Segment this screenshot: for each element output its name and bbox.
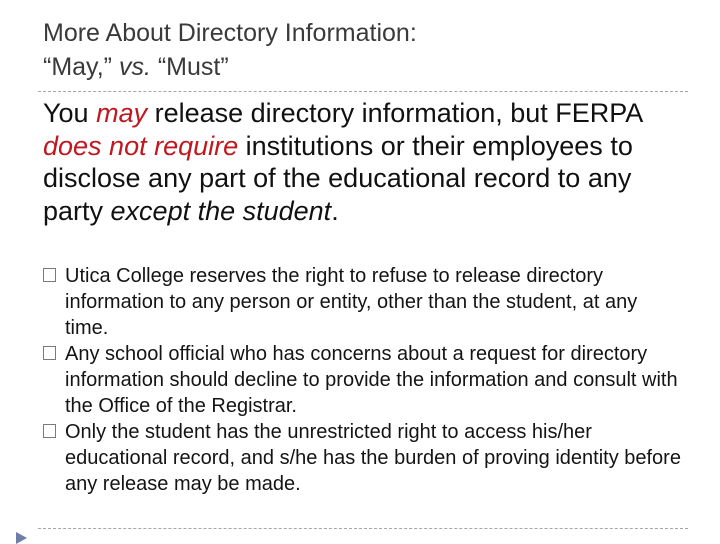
checkbox-bullet-icon — [43, 346, 56, 360]
lead-may: may — [96, 98, 148, 128]
lead-text-3: institutions or their employees to disclose any part of the educational record to any party — [43, 130, 633, 226]
list-item — [43, 419, 683, 497]
bullet-text: Any school official who has concerns about a request for directory information should decline to provide the information and consult with the Office of the Registrar. — [65, 343, 678, 417]
title-line-1: More About Directory Information: — [43, 19, 417, 47]
lead-except: except the student — [110, 195, 332, 226]
lead-paragraph — [43, 97, 643, 227]
title-may: “May,” — [43, 53, 112, 81]
next-slide-triangle-icon[interactable] — [16, 532, 27, 544]
checkbox-bullet-icon — [43, 424, 56, 438]
lead-text-4: . — [331, 195, 339, 226]
bottom-divider — [38, 528, 688, 529]
bullet-list — [43, 263, 683, 497]
top-divider — [38, 91, 688, 92]
checkbox-bullet-icon — [43, 268, 56, 282]
title-must: “Must” — [157, 53, 229, 81]
bullet-text: Utica College reserves the right to refuse to release directory information to any person or entity, other than the student, at any time. — [65, 265, 638, 339]
lead-does-not-require: does not require — [43, 130, 239, 161]
list-item — [43, 341, 683, 419]
lead-text-1: You — [43, 98, 97, 128]
slide-title — [43, 16, 683, 84]
lead-text-2: release directory information, but FERPA — [147, 98, 642, 128]
bullet-text: Only the student has the unrestricted right to access his/her educational record, and s/he has the burden of proving identity before any release may be made. — [65, 421, 681, 495]
title-line-2 — [43, 50, 683, 84]
title-vs: vs. — [118, 53, 151, 81]
list-item — [43, 263, 683, 341]
